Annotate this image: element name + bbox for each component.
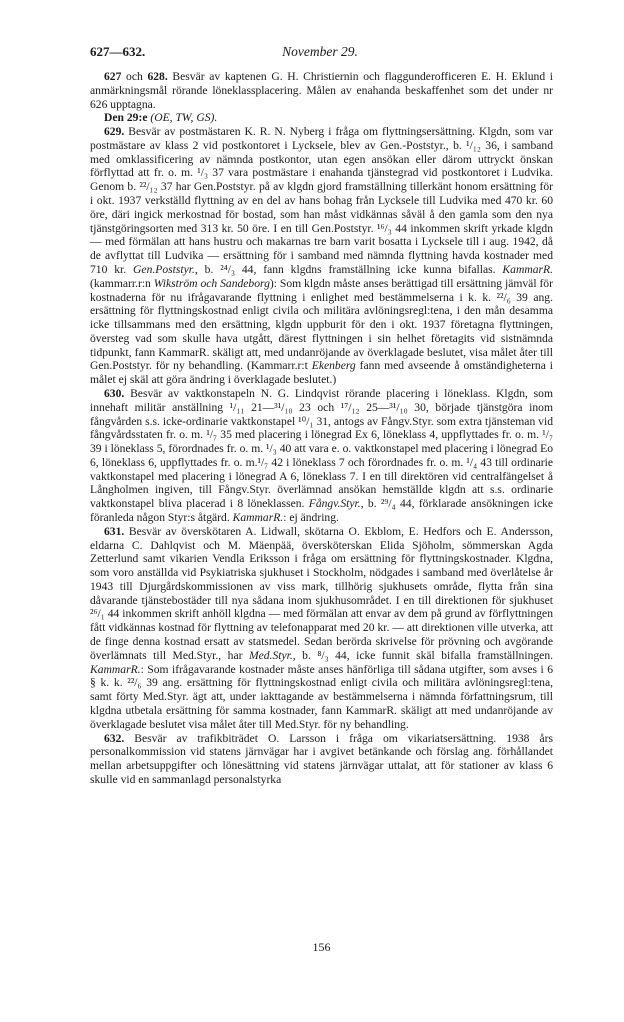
authority-reference: KammarR. [90,662,141,676]
judge-names: Ekenberg [311,359,356,373]
paragraph-text: Besvär av överskötaren A. Lidwall, skötarna O. Ekblom, E. Hedfors och E. Andersson, eldarna C. Dahlqvist och M. Mäenpää, översköterskan Elida Sjöholm, sömmerskan Agda Zetterlund samt vikarien Vendla Eriksson i fråga om ersättning för flyttningskostnader. Klgdna, som voro anställda vid Psykiatriska sjukhuset i Stockholm, nödgades i samband med överlåtelse år 1943 till Djurgårdskommissionen av viss mark, tillhörig sjukhusets område, flytta från sina dåvarande tjänstebostäder till nya sådana inom sjukhusområdet. I en till direktionen för sjukhuset ²⁶/₁ 44 inkommen skrift anhöll klgdna — med förmälan att envar av dem på grund av förflyttningen fått vidkännas kostnad för flyttning av telefonapparat med 20 kr. — att direktionen ville utverka, att de finge denna kostnad ersatt av statsmedel. Sedan berörda skrivelse för prövning och avgörande överlämnats till Med.Styr., har [90,524,553,662]
page-body [90,70,553,787]
paragraph-text: : ej ändring. [283,511,339,524]
header-date: November 29. [282,44,358,59]
paragraph-text: : Som ifrågavarande kostnader måste anses hänförliga till sådana utgifter, som avses i 6 § k. k. ²²/₆ 39 ang. ersättning för flyttningskostnad enligt civila och militära avlöningsregl:tena, samt förty Med.Styr. ägt att, under iakttagande av bestämmelserna i nämnda författningsrum, till klgdna utbetala ersättning för samma kostnader, fann KammarR. skäligt att med undanröjande av överklagade beslutet visa målet åter till Med.Styr. för ny behandling. [90,662,553,731]
paragraph-text: (kammarr.r:n [90,276,154,290]
date-heading-label: Den 29:e [104,111,148,125]
paragraph-text: Besvär av trafikbiträdet O. Larsson i fråga om vikariatsersättning. 1938 års personalkommission vid statens järnvägar har i avgivet betänkande och förslag ang. förhållandet mellan arbetsuppgifter och lönesättning vid statens järnvägar uttalat, att för stationer av klass 6 skulle vid en sammanlagd personalstyrka [90,731,553,786]
case-number: 628. [147,70,168,83]
paragraph-text: ): Som klgdn måste anses berättigad till ersättning jämväl för kostnaderna för nu ifrågavarande flyttning i enlighet med bestämmelserna i k. k. ²²/₆ 39 ang. ersättning för flyttningskostnad enligt civila och militära avlöningsregl:tena, i den mån desamma icke tillsammans med den ersättning, klgdn uppburit för den i okt. 1937 företagna flyttningen, översteg vad som skulle hava utgått, därest flyttningen i sin helhet företagits vid sistnämnda tidpunkt, fann KammarR. skäligt att, med undanröjande av överklagade beslutet, visa målet åter till Gen.Poststyr. för ny behandling. (Kammarr.r:t [90,276,553,373]
case-number: 632. [104,731,125,745]
authority-reference: Fångv.Styr. [308,497,361,511]
header-case-range: 627—632. [90,44,146,59]
case-number: 631. [104,524,125,538]
paragraph-text: och [121,70,148,83]
page-header [90,44,550,62]
judge-names: Wikström och Sandeborg [153,276,270,290]
paragraph-text: fann med avseende å omständigheterna i målet ej skäl att göra ändring i överklagade beslutet.) [90,359,553,387]
paragraph-text: Besvär av kaptenen G. H. Christiernin och flaggunderofficeren E. H. Eklund i anmärkningsmål rörande löneklassplacering. Målen av enahanda beskaffenhet som det under nr 626 upptagna. [90,70,553,111]
paragraph-text: Besvär av postmästaren K. R. N. Nyberg i fråga om flyttningsersättning. Klgdn, som var postmästare av klass 2 vid postkontoret i Lycksele, blev av Gen.-Poststyr., b. ¹/₁₂ 36, i samband med omklassificering av nämnda postkontor, utan egen ansökan eller därom uttryckt önskan förflyttad att fr. o. m. ¹/₃ 37 vara postmästare i enahanda tjänstegrad vid postkontoret i Ludvika. Genom b. ²²/₁₂ 37 har Gen.Poststyr. på av klgdn gjord framställning tillerkänt honom ersättning för i okt. 1937 verkställd flyttning av en del av hans bohag från Lycksele till Ludvika med 470 kr. 60 öre, däri ingick merkostnad för bostad, som han måst vidkännas såväl å den gamla som den nya tjänstgöringsorten med 313 kr. 50 öre. I en till Gen.Poststyr. ¹⁶/₃ 44 inkommen skrift yrkade klgdn — med förmälan att hans hustru och makarnas tre barn varit bosatta i Lycksele till i aug. 1942, då de avflyttat till Ludvika — ersättning för i samband med nämnda flyttning havda kostnader med 710 kr. [90,125,553,276]
paragraph-text: , b. ²⁴/₃ 44, fann klgdns framställning icke kunna bifallas. [194,262,503,276]
page-number: 156 [312,940,331,954]
authority-reference: KammarR. [502,262,553,276]
paragraph-631 [90,525,553,732]
paragraph-630 [90,387,553,525]
paragraph-632 [90,732,553,787]
paragraph-629 [90,125,553,387]
paragraph-text: , b. ⁸/₃ 44, icke funnit skäl bifalla framställningen. [292,648,554,662]
case-number: 630. [104,386,125,400]
paragraph-text: , b. ²⁹/₄ 44, förklarade ansökningen icke föranleda någon Styr:s åtgärd. [90,497,553,524]
date-heading [90,111,553,125]
paragraph-627 [90,70,553,111]
paragraph-text: Besvär av vaktkonstapeln N. G. Lindqvist rörande placering i löneklass. Klgdn, som innehaft militär anställning ¹/₁₁ 21—³¹/₁₀ 23 och ¹⁷/₁₂ 25—³¹/₁₀ 30, började tjänstgöra inom fångvården s.s. icke-ordinarie vaktkonstapel ¹⁰/₁ 31, antogs av Fångv.Styr. som extra tjänsteman vid fångvårdsstaten fr. o. m. ¹/₇ 35 med placering i lönegrad Ex 6, löneklass 4, uppflyttades fr. o. m. ¹/₇ 39 i löneklass 5, förordnades fr. o. m. ¹/₃ 40 att vara e. o. vaktkonstapel med placering i lönegrad Eo 6, löneklass 6, uppflyttades fr. o. m.¹/₇ 42 i löneklass 7 och förordnades fr. o. m. ¹/₄ 43 till ordinarie vaktkonstapel med placering i lönegrad A 6, löneklass 7. I en till direktören vid centralfängelset å Långholmen ingiven, till Fångv.Styr. överlämnad ansökan hemställde klgdn att s.s. ordinarie vaktkonstapel bliva placerad i 8 löneklassen. [90,386,553,511]
date-heading-members: (OE, TW, GS). [147,111,218,125]
authority-reference: Gen.Poststyr. [133,262,195,276]
authority-reference: Med.Styr. [248,648,293,662]
authority-reference: KammarR. [232,511,284,524]
case-number: 629. [104,125,125,139]
case-number: 627 [104,70,122,83]
